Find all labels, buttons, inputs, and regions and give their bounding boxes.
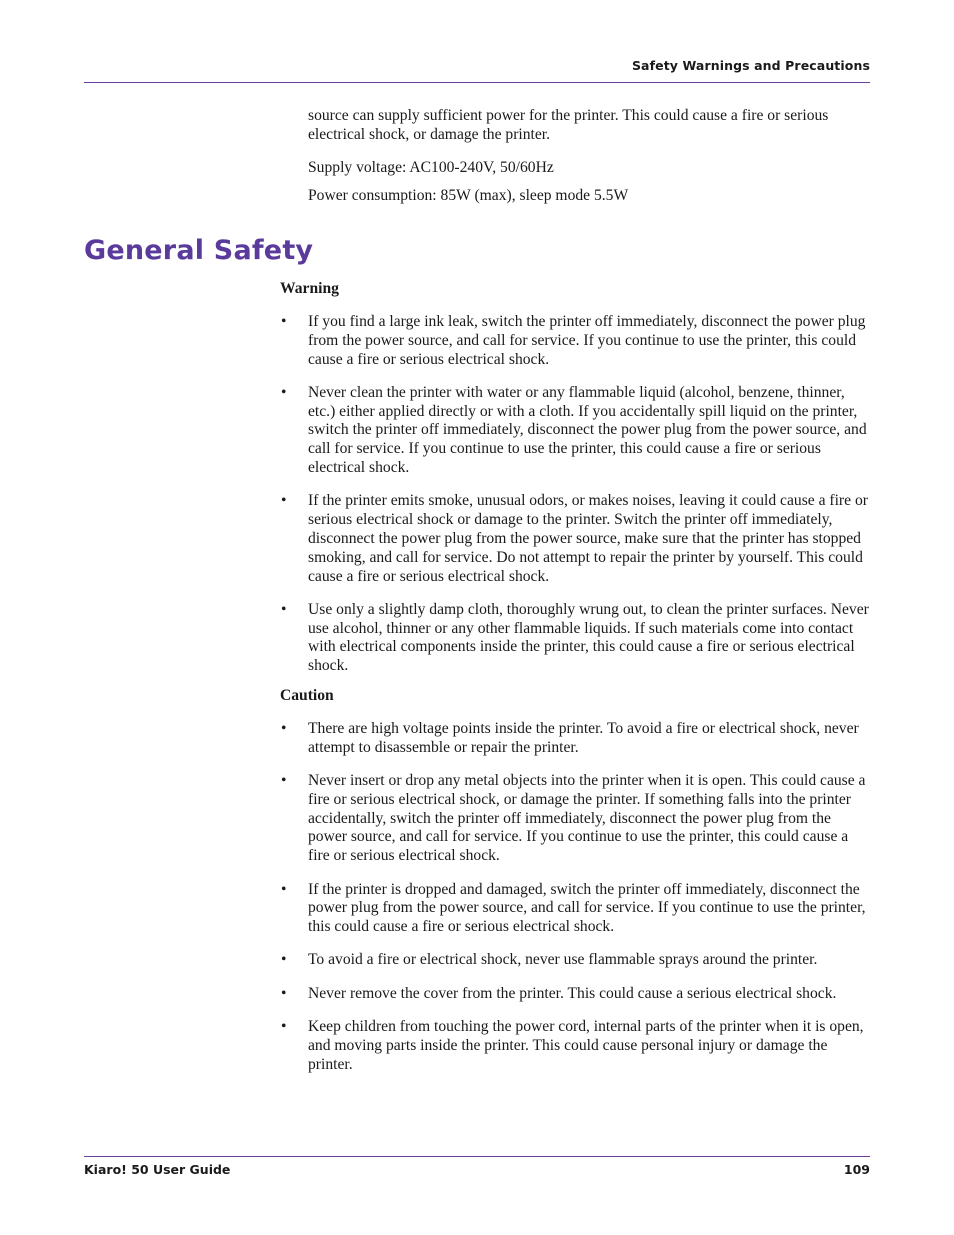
list-item-text: There are high voltage points inside the printer. To avoid a fire or electrical shock, never attempt to disassemble or repair the printer. [308,720,859,756]
list-item-text: Never insert or drop any metal objects into the printer when it is open. This could cause a fire or serious electrical shock, or damage the printer. If something falls into the printer accidentally, switch the printer off immediately, disconnect the power plug from the power source, and call for service. If you continue to use the printer, this could cause a fire or serious electrical shock. [308,772,866,865]
list-item [280,492,872,586]
section-heading: General Safety [84,235,314,266]
caution-list [280,720,872,1089]
page-footer [84,1162,870,1177]
bullet-icon: • [281,1018,287,1036]
list-item-text: If the printer emits smoke, unusual odors, or makes noises, leaving it could cause a fire or serious electrical shock or damage to the printer. Switch the printer off immediately, disconnect the power plug from the power source, make sure that the printer has stopped smoking, and call for service. Do not attempt to repair the printer by yourself. This could cause a fire or serious electrical shock. [308,492,868,585]
bullet-icon: • [281,880,287,898]
list-item [280,1018,872,1074]
list-item [280,985,872,1004]
list-item-text: Never remove the cover from the printer. This could cause a serious electrical shock. [308,984,837,1002]
warning-label: Warning [280,280,339,297]
intro-paragraph: source can supply sufficient power for the printer. This could cause a fire or serious electrical shock, or damage the printer. [308,107,829,143]
header-rule [84,82,870,83]
list-item-text: If the printer is dropped and damaged, switch the printer off immediately, disconnect the power plug from the power source, and call for service. If you continue to use the printer, this could cause a fire or serious electrical shock. [308,880,866,936]
caution-label: Caution [280,687,334,704]
list-item [280,951,872,970]
list-item-text: To avoid a fire or electrical shock, never use flammable sprays around the printer. [308,951,818,969]
list-item-text: Use only a slightly damp cloth, thoroughly wrung out, to clean the printer surfaces. Never use alcohol, thinner or any other flammable liquids. If such materials come into contact with electrical components inside the printer, this could cause a fire or serious electrical shock. [308,600,869,675]
list-item [280,384,872,478]
page-number: 109 [843,1162,870,1177]
warning-list [280,313,872,691]
bullet-icon: • [281,600,287,618]
bullet-icon: • [281,720,287,737]
bullet-icon: • [281,772,287,790]
footer-rule [84,1156,870,1157]
bullet-icon: • [281,984,287,1002]
guide-title: Kiaro! 50 User Guide [84,1162,231,1177]
list-item-text: If you find a large ink leak, switch the printer off immediately, disconnect the power plug from the power source, and call for service. If you continue to use the printer, this could cause a fire or serious electrical shock. [308,313,866,368]
bullet-icon: • [281,313,287,330]
power-consumption-text: Power consumption: 85W (max), sleep mode 5.5W [308,187,629,204]
bullet-icon: • [281,383,287,401]
bullet-icon: • [281,951,287,969]
list-item [280,313,872,369]
list-item [280,881,872,937]
supply-voltage-text: Supply voltage: AC100-240V, 50/60Hz [308,159,554,176]
list-item [280,601,872,676]
running-header-title: Safety Warnings and Precautions [631,58,870,73]
list-item-text: Never clean the printer with water or any flammable liquid (alcohol, benzene, thinner, etc.) either applied directly or with a cloth. If you accidentally spill liquid on the printer, switch the printer off immediately, disconnect the power plug from the power source, and call for service. If you continue to use the printer, this could cause a fire or serious electrical shock. [308,383,867,477]
list-item [280,720,872,758]
list-item [280,772,872,866]
bullet-icon: • [281,492,287,510]
list-item-text: Keep children from touching the power cord, internal parts of the printer when it is open, and moving parts inside the printer. This could cause personal injury or damage the printer. [308,1018,864,1073]
